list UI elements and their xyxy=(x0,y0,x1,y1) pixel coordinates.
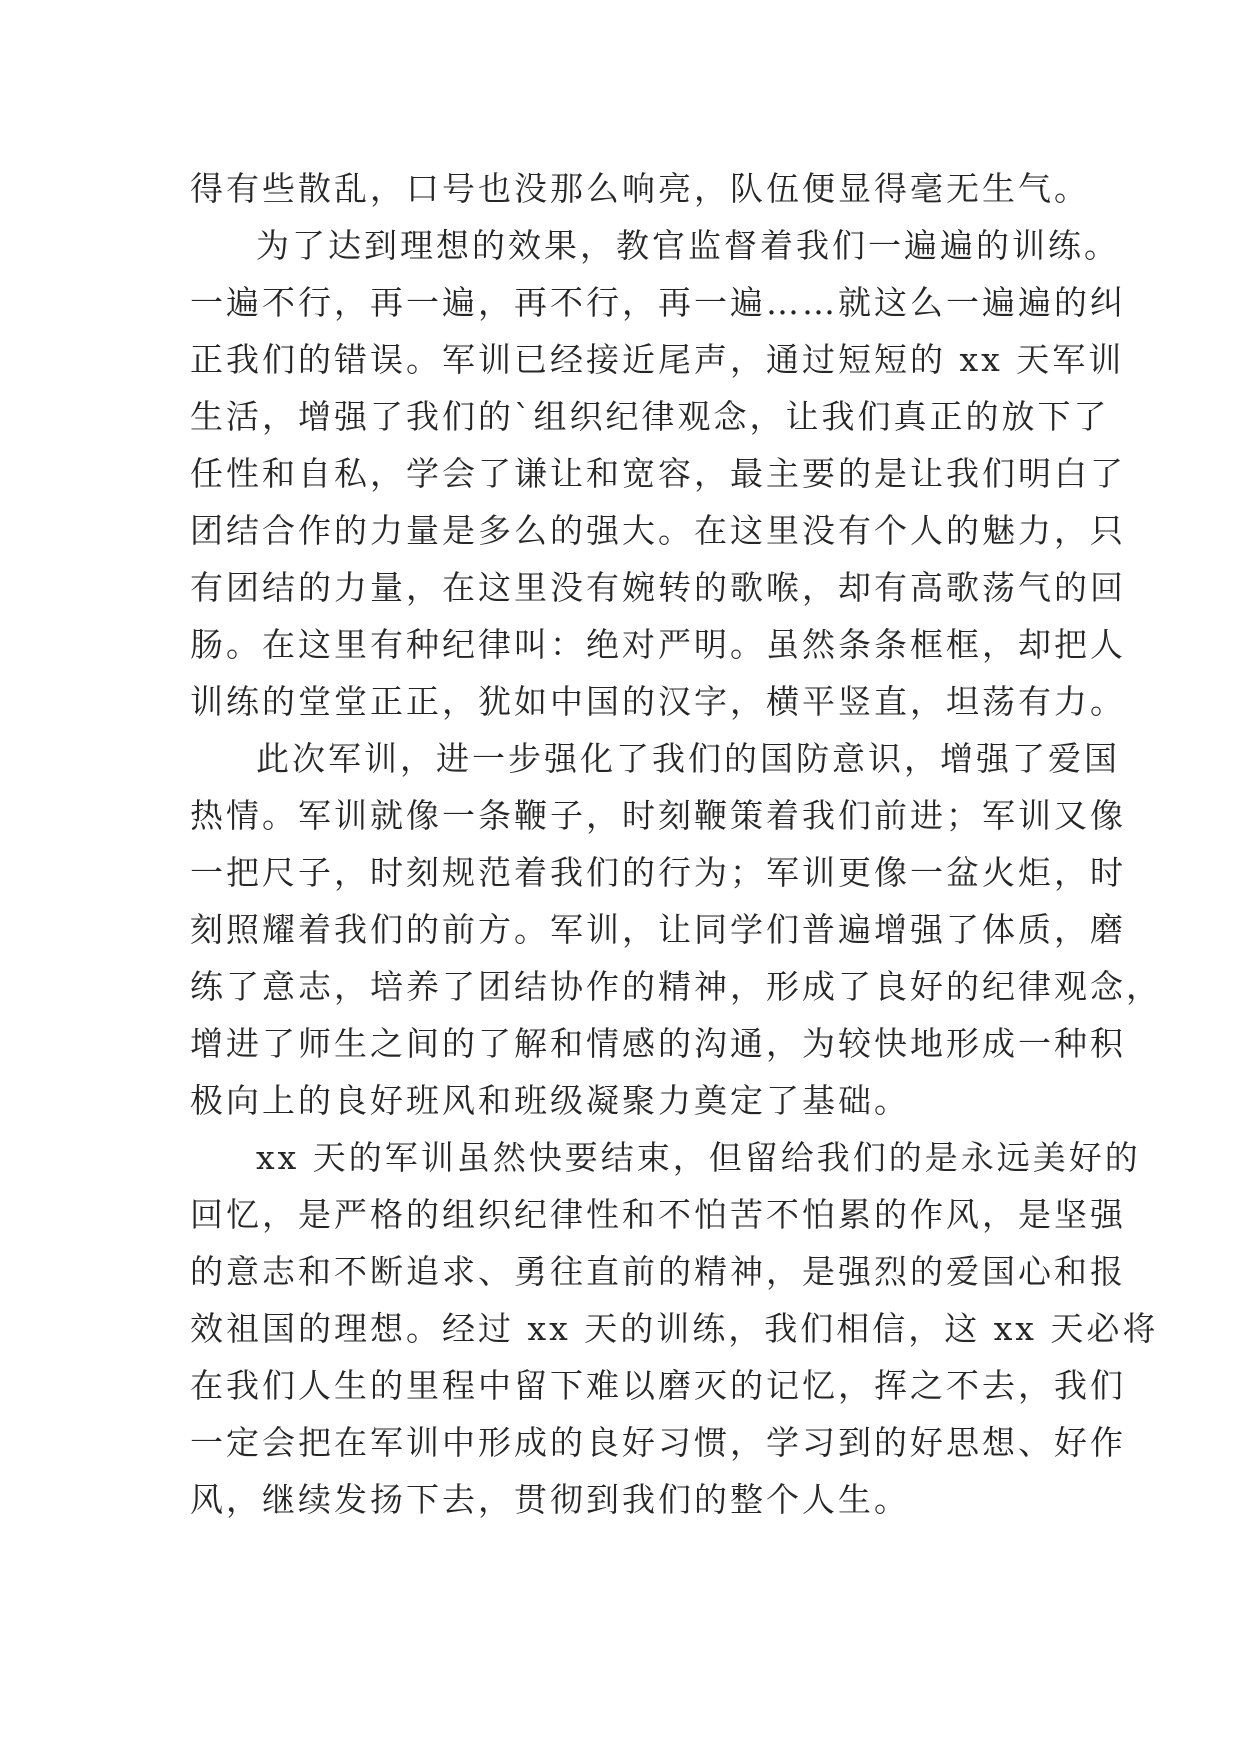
text-line: 的意志和不断追求、勇往直前的精神，是强烈的爱国心和报 xyxy=(190,1252,1126,1291)
text-line: 回忆，是严格的组织纪律性和不怕苦不怕累的作风，是坚强 xyxy=(190,1195,1126,1234)
text-line: 有团结的力量，在这里没有婉转的歌喉，却有高歌荡气的回 xyxy=(190,568,1126,607)
text-line: 练了意志，培养了团结协作的精神，形成了良好的纪律观念， xyxy=(190,967,1162,1006)
text-line: 生活，增强了我们的`组织纪律观念，让我们真正的放下了 xyxy=(190,397,1110,436)
text-line: 任性和自私，学会了谦让和宽容，最主要的是让我们明白了 xyxy=(190,454,1126,493)
text-line: 在我们人生的里程中留下难以磨灭的记忆，挥之不去，我们 xyxy=(190,1366,1126,1405)
text-line: 一定会把在军训中形成的良好习惯，学习到的好思想、好作 xyxy=(190,1423,1126,1462)
text-line: 刻照耀着我们的前方。军训，让同学们普遍增强了体质，磨 xyxy=(190,910,1126,949)
text-line: 得有些散乱，口号也没那么响亮，队伍便显得毫无生气。 xyxy=(190,169,1090,208)
body-text xyxy=(190,160,1162,1528)
text-line: 训练的堂堂正正，犹如中国的汉字，横平竖直，坦荡有力。 xyxy=(190,682,1126,721)
paragraph-start-line: xx 天的军训虽然快要结束，但留给我们的是永远美好的 xyxy=(256,1138,1141,1177)
text-line: 增进了师生之间的了解和情感的沟通，为较快地形成一种积 xyxy=(190,1024,1126,1063)
paragraph-start-line: 为了达到理想的效果，教官监督着我们一遍遍的训练。 xyxy=(256,226,1120,265)
text-line: 效祖国的理想。经过 xx 天的训练，我们相信，这 xx 天必将 xyxy=(190,1309,1159,1348)
text-line: 一遍不行，再一遍，再不行，再一遍……就这么一遍遍的纠 xyxy=(190,283,1126,322)
text-line: 团结合作的力量是多么的强大。在这里没有个人的魅力，只 xyxy=(190,511,1126,550)
text-line: 一把尺子，时刻规范着我们的行为；军训更像一盆火炬，时 xyxy=(190,853,1126,892)
paragraph-start-line: 此次军训，进一步强化了我们的国防意识，增强了爱国 xyxy=(256,739,1120,778)
text-line: 热情。军训就像一条鞭子，时刻鞭策着我们前进；军训又像 xyxy=(190,796,1126,835)
text-line: 极向上的良好班风和班级凝聚力奠定了基础。 xyxy=(190,1081,910,1120)
text-line: 风，继续发扬下去，贯彻到我们的整个人生。 xyxy=(190,1480,910,1519)
text-line: 肠。在这里有种纪律叫：绝对严明。虽然条条框框，却把人 xyxy=(190,625,1126,664)
text-line: 正我们的错误。军训已经接近尾声，通过短短的 xx 天军训 xyxy=(190,340,1125,379)
